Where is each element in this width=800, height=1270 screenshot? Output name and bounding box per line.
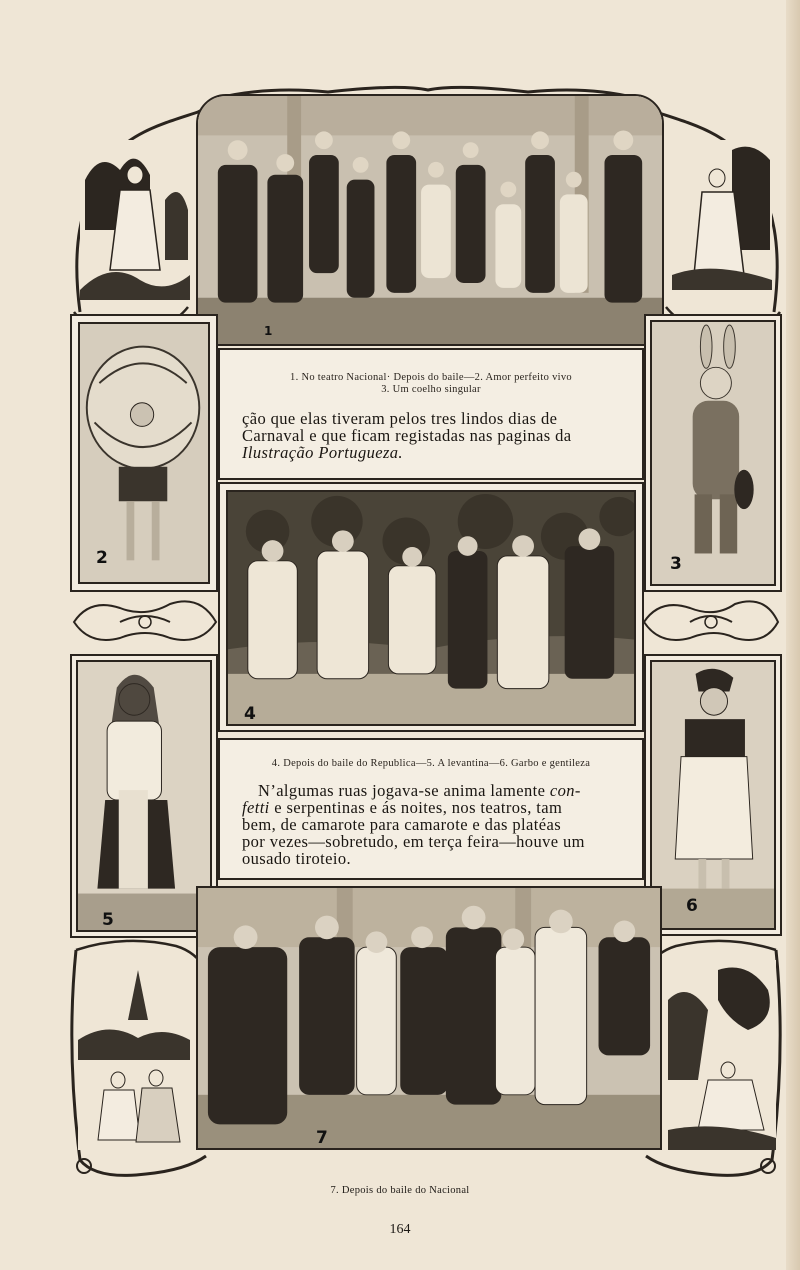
vignette-garden-left <box>78 960 190 1150</box>
caption-photo-3: 3. Um coelho singular <box>381 384 481 395</box>
caption-text-box-top <box>218 348 644 480</box>
photo-number-4: 4 <box>244 704 256 724</box>
photo-number-7: 7 <box>316 1128 328 1148</box>
caption-photo-7: 7. Depois do baile do Nacional <box>330 1185 470 1196</box>
text-fragment: N’algumas ruas jogava-se anima lamente <box>258 781 550 800</box>
photo-number-3: 3 <box>670 554 682 574</box>
ornament-right-scroll <box>640 594 782 650</box>
caption-text-box-middle <box>218 738 644 880</box>
vignette-couple-right <box>672 140 772 290</box>
page-number: 164 <box>389 1222 411 1237</box>
text-line: ousado tiroteio. <box>242 849 352 868</box>
photo-number-2: 2 <box>96 548 108 568</box>
photo-baile-nacional <box>196 886 662 1150</box>
text-fragment: e serpentinas e ás noites, nos teatros, tam <box>269 798 563 817</box>
text-line <box>242 782 642 799</box>
photo-number-5: 5 <box>102 910 114 930</box>
text-line: por vezes—sobretudo, em terça feira—houve um <box>242 832 585 851</box>
vignette-garden-right <box>668 960 776 1150</box>
caption-photos-1-2: 1. No teatro Nacional· Depois do baile—2. Amor perfeito vivo <box>290 372 572 383</box>
text-line: bem, de camarote para camarote e das platéas <box>242 815 562 834</box>
photo-number-6: 6 <box>686 896 698 916</box>
photo-baile-republica <box>226 490 636 726</box>
caption-photos-4-5-6: 4. Depois do baile do Republica—5. A levantina—6. Garbo e gentileza <box>271 758 591 769</box>
text-fragment-italic: con- <box>549 781 581 800</box>
text-line <box>242 799 642 816</box>
text-fragment-italic: fetti <box>242 798 270 817</box>
photo-garbo-e-gentileza <box>650 660 776 930</box>
photo-a-levantina <box>76 660 212 932</box>
text-line-italic: Ilustração Portugueza. <box>242 443 403 462</box>
photo-group-teatro-nacional <box>196 94 664 346</box>
text-line: ção que elas tiveram pelos tres lindos dias de <box>242 409 558 428</box>
page-edge <box>786 0 800 1270</box>
text-line: Carnaval e que ficam registadas nas paginas da <box>242 426 572 445</box>
photo-number-1: 1 <box>264 324 273 338</box>
photo-amor-perfeito-vivo <box>78 322 210 584</box>
photo-coelho-singular <box>650 320 776 586</box>
vignette-couple-left <box>80 140 190 300</box>
ornament-left-scroll <box>70 594 220 650</box>
